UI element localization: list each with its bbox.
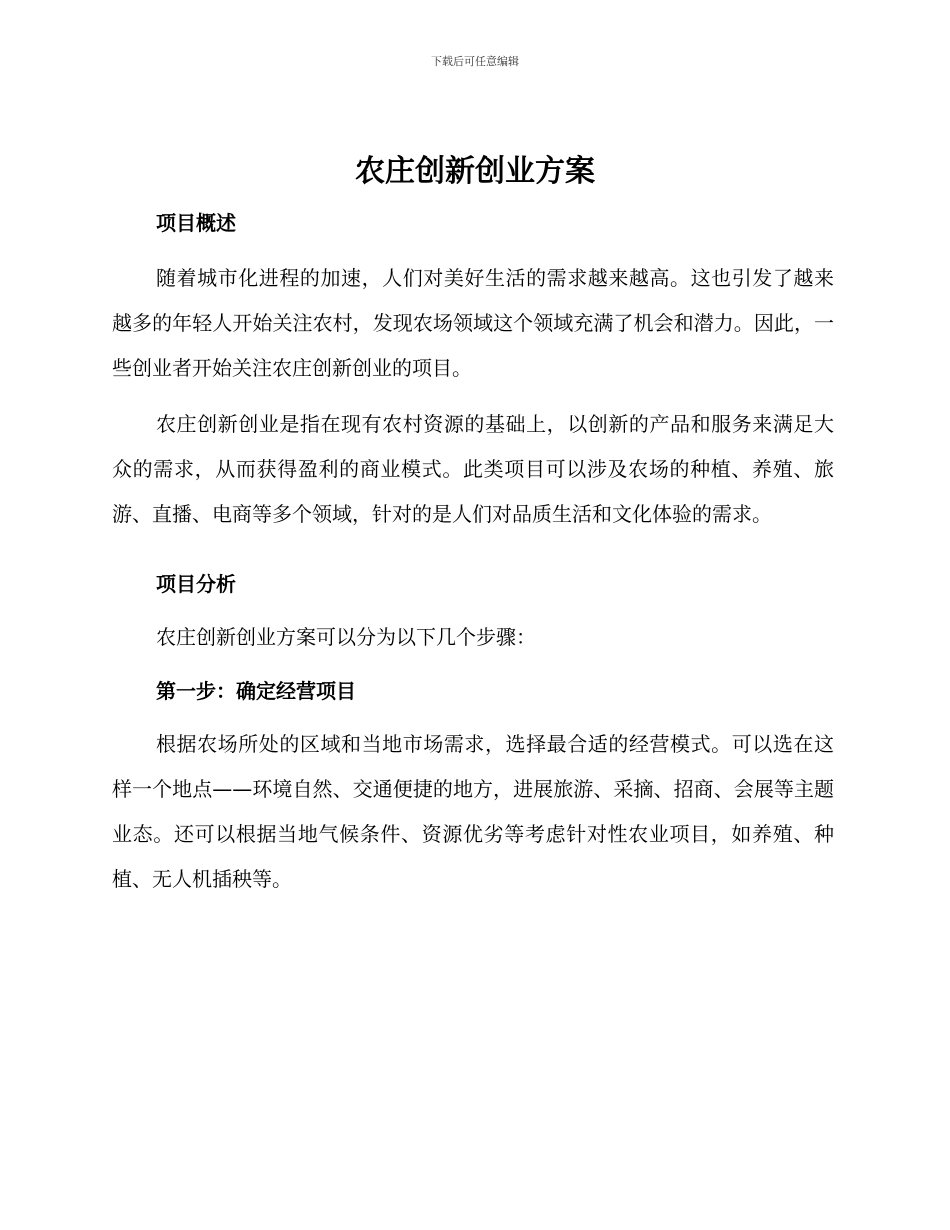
- section-heading-step1: 第一步：确定经营项目: [156, 679, 356, 703]
- section-heading-overview: 项目概述: [156, 211, 236, 235]
- document-body: [112, 204, 834, 902]
- page-header-note: 下载后可任意编辑: [431, 55, 519, 68]
- paragraph-step1-body: 根据农场所处的区域和当地市场需求，选择最合适的经营模式。可以选在这样一个地点——环境自然、交通便捷的地方，进展旅游、采摘、招商、会展等主题业态。还可以根据当地气候条件、资源优劣等考虑针对性农业项目，如养殖、种植、无人机插秧等。: [112, 732, 834, 891]
- paragraph-overview-2: 农庄创新创业是指在现有农村资源的基础上，以创新的产品和服务来满足大众的需求，从而获得盈利的商业模式。此类项目可以涉及农场的种植、养殖、旅游、直播、电商等多个领域，针对的是人们对品质生活和文化体验的需求。: [112, 412, 834, 526]
- section-heading-analysis: 项目分析: [156, 572, 236, 596]
- paragraph-overview-1: 随着城市化进程的加速，人们对美好生活的需求越来越高。这也引发了越来越多的年轻人开始关注农村，发现农场领域这个领域充满了机会和潜力。因此，一些创业者开始关注农庄创新创业的项目。: [112, 266, 834, 380]
- paragraph-analysis-intro: 农庄创新创业方案可以分为以下几个步骤：: [156, 625, 536, 649]
- document-title: 农庄创新创业方案: [355, 154, 595, 189]
